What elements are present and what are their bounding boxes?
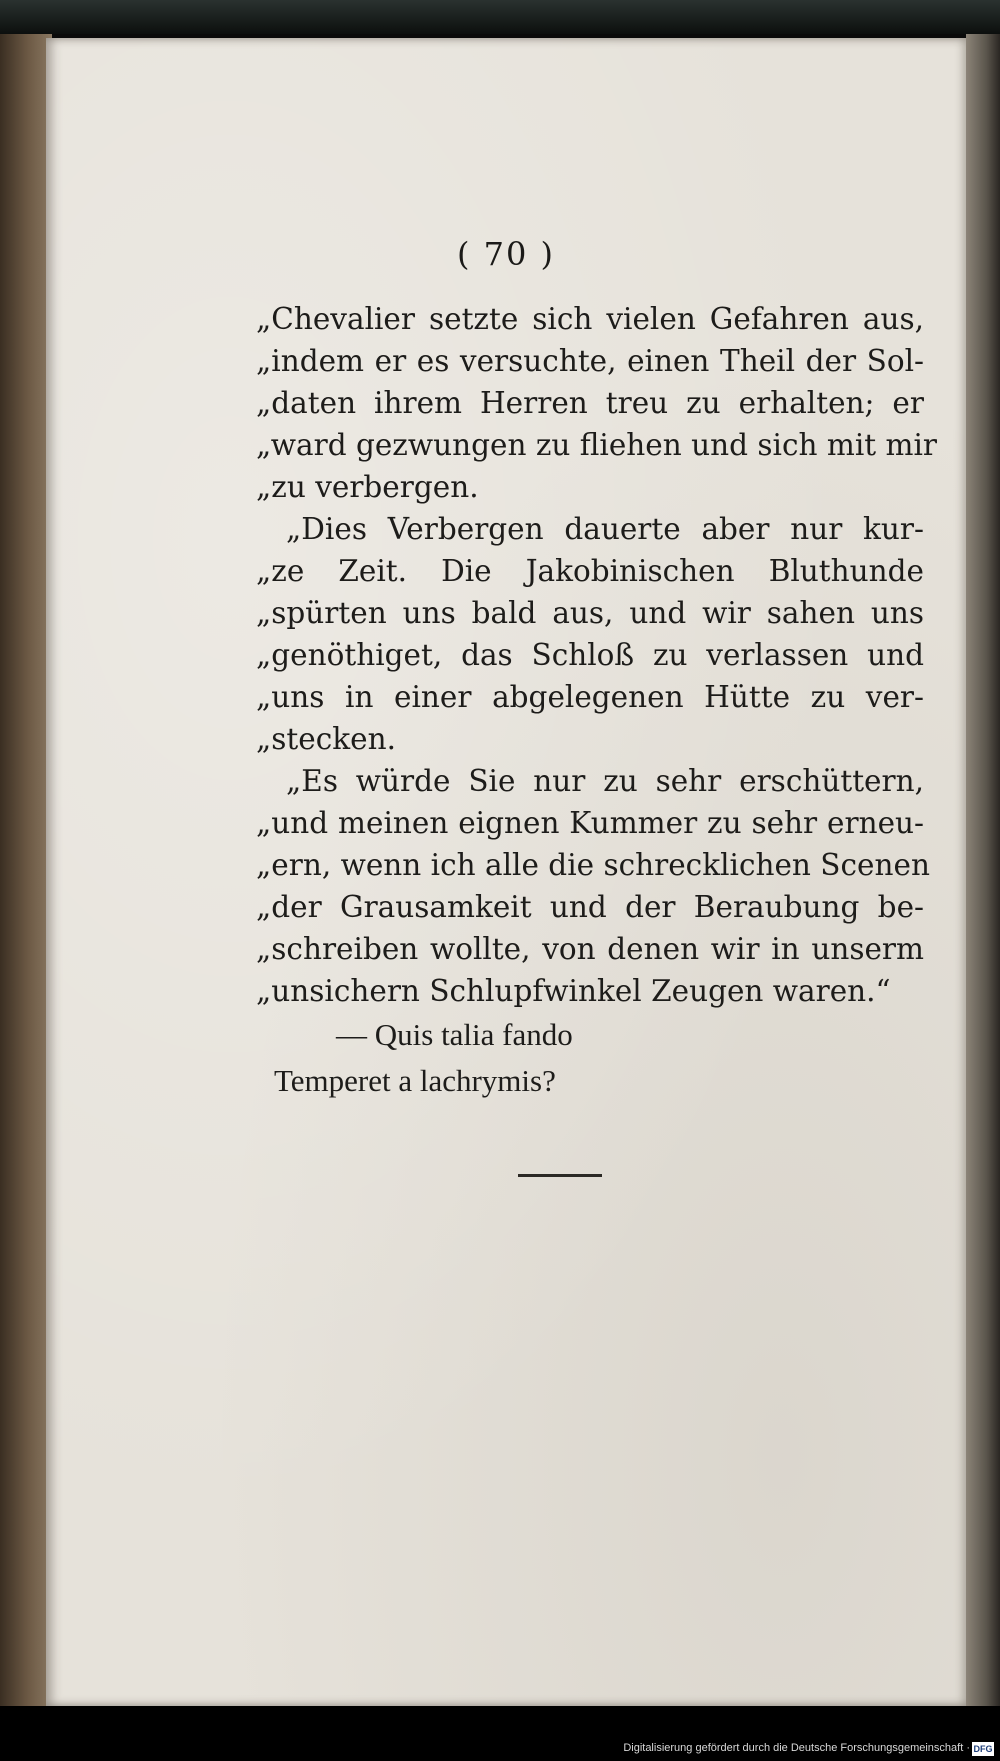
scanner-bottom-band bbox=[0, 1706, 1000, 1761]
text-line: „der Grausamkeit und der Beraubung be- bbox=[256, 890, 924, 924]
digitization-credit: Digitalisierung gefördert durch die Deutsche Forschungsgemeinschaft · bbox=[623, 1742, 970, 1754]
text-line: „daten ihrem Herren treu zu erhalten; er bbox=[256, 386, 924, 420]
scanner-top-band bbox=[0, 0, 1000, 34]
text-line: „stecken. bbox=[256, 722, 396, 756]
text-line: „spürten uns bald aus, und wir sahen uns bbox=[256, 596, 924, 630]
text-line: „ern, wenn ich alle die schrecklichen Scenen bbox=[256, 848, 930, 882]
latin-quote-line: — Quis talia fando bbox=[336, 1017, 573, 1052]
text-line: „uns in einer abgelegenen Hütte zu ver- bbox=[256, 680, 924, 714]
text-line: „und meinen eignen Kummer zu sehr erneu- bbox=[256, 806, 924, 840]
book-edge-right bbox=[966, 34, 1000, 1706]
text-line: „Dies Verbergen dauerte aber nur kur- bbox=[286, 512, 924, 546]
text-line: „Es würde Sie nur zu sehr erschüttern, bbox=[286, 764, 924, 798]
page-number: ( 70 ) bbox=[456, 235, 556, 273]
body-text bbox=[256, 298, 938, 1102]
text-line: „zu verbergen. bbox=[256, 470, 479, 504]
text-line: „indem er es versuchte, einen Theil der Sol- bbox=[256, 344, 924, 378]
text-line: „ward gezwungen zu fliehen und sich mit mir bbox=[256, 428, 938, 462]
text-line: „schreiben wollte, von denen wir in unserm bbox=[256, 932, 924, 966]
latin-quote-line: Temperet a lachrymis? bbox=[274, 1063, 556, 1098]
dfg-logo: DFG bbox=[973, 1744, 993, 1754]
text-line: „ze Zeit. Die Jakobinischen Bluthunde bbox=[256, 554, 924, 588]
text-line: „unsichern Schlupfwinkel Zeugen waren.“ bbox=[256, 974, 891, 1008]
section-end-rule bbox=[518, 1174, 602, 1177]
text-line: „Chevalier setzte sich vielen Gefahren aus, bbox=[256, 302, 924, 336]
book-page bbox=[46, 38, 966, 1706]
text-line: „genöthiget, das Schloß zu verlassen und bbox=[256, 638, 924, 672]
book-edge-left bbox=[0, 34, 52, 1706]
